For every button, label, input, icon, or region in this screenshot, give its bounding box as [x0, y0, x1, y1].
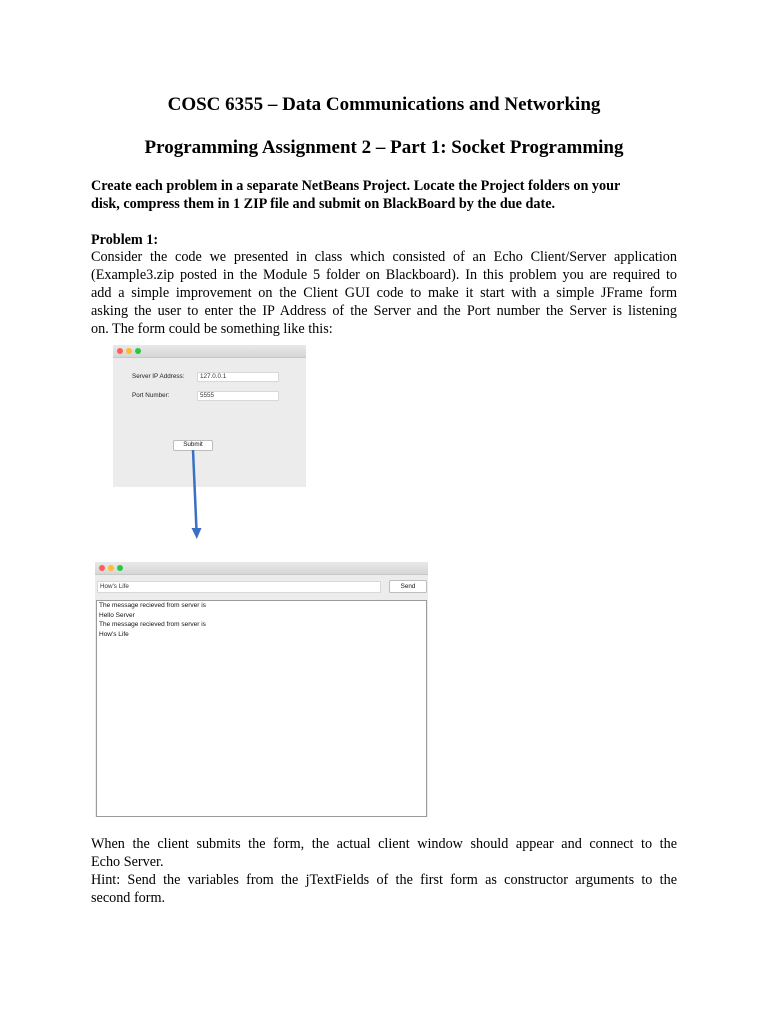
arrow-shaft [193, 450, 197, 530]
instructions [91, 177, 677, 213]
problem-heading: Problem 1: [91, 232, 159, 248]
output-line: Hello Server [99, 611, 135, 619]
window-titlebar [113, 345, 306, 358]
paragraph-line: asking the user to enter the IP Address of the Server and the Port number the Server is listening [91, 303, 677, 319]
hint-line: Hint: Send the variables from the jTextFields of the first form as constructor arguments to the [91, 872, 677, 888]
problem-description [91, 248, 677, 338]
send-button[interactable]: Send [389, 580, 427, 593]
zoom-window-icon[interactable] [135, 348, 141, 354]
output-line: The message recieved from server is [99, 602, 206, 609]
hint-line: second form. [91, 890, 166, 906]
assignment-title: Programming Assignment 2 – Part 1: Socket Programming [144, 137, 624, 158]
close-window-icon[interactable] [99, 565, 105, 571]
course-title: COSC 6355 – Data Communications and Networking [167, 94, 601, 115]
minimize-window-icon[interactable] [108, 565, 114, 571]
paragraph-line: Consider the code we presented in class which consisted of an Echo Client/Server application [91, 249, 677, 265]
instructions-line: disk, compress them in 1 ZIP file and submit on BlackBoard by the due date. [91, 196, 556, 212]
output-textarea[interactable] [96, 600, 427, 817]
port-number-label: Port Number: [132, 392, 170, 399]
arrow-head [192, 528, 202, 539]
paragraph-line: Echo Server. [91, 854, 164, 870]
output-line: The message recieved from server is [99, 621, 206, 628]
submit-button[interactable]: Submit [173, 440, 213, 451]
flow-arrow-icon [180, 448, 220, 543]
port-number-field[interactable]: 5555 [197, 391, 279, 401]
zoom-window-icon[interactable] [117, 565, 123, 571]
message-input[interactable]: How's Life [97, 581, 381, 593]
paragraph-line: When the client submits the form, the actual client window should appear and connect to the [91, 836, 677, 852]
output-line: How's Life [99, 630, 129, 638]
server-ip-field[interactable]: 127.0.0.1 [197, 372, 279, 382]
instructions-line: Create each problem in a separate NetBeans Project. Locate the Project folders on your [91, 178, 621, 194]
paragraph-line: (Example3.zip posted in the Module 5 folder on Blackboard). In this problem you are required to [91, 267, 677, 283]
window-titlebar [95, 562, 428, 575]
paragraph-line: add a simple improvement on the Client GUI code to make it start with a simple JFrame form [91, 285, 677, 301]
paragraph-line: on. The form could be something like this: [91, 321, 333, 337]
close-window-icon[interactable] [117, 348, 123, 354]
client-window [95, 562, 428, 817]
closing-paragraph [91, 835, 677, 907]
server-ip-label: Server IP Address: [132, 373, 185, 380]
minimize-window-icon[interactable] [126, 348, 132, 354]
